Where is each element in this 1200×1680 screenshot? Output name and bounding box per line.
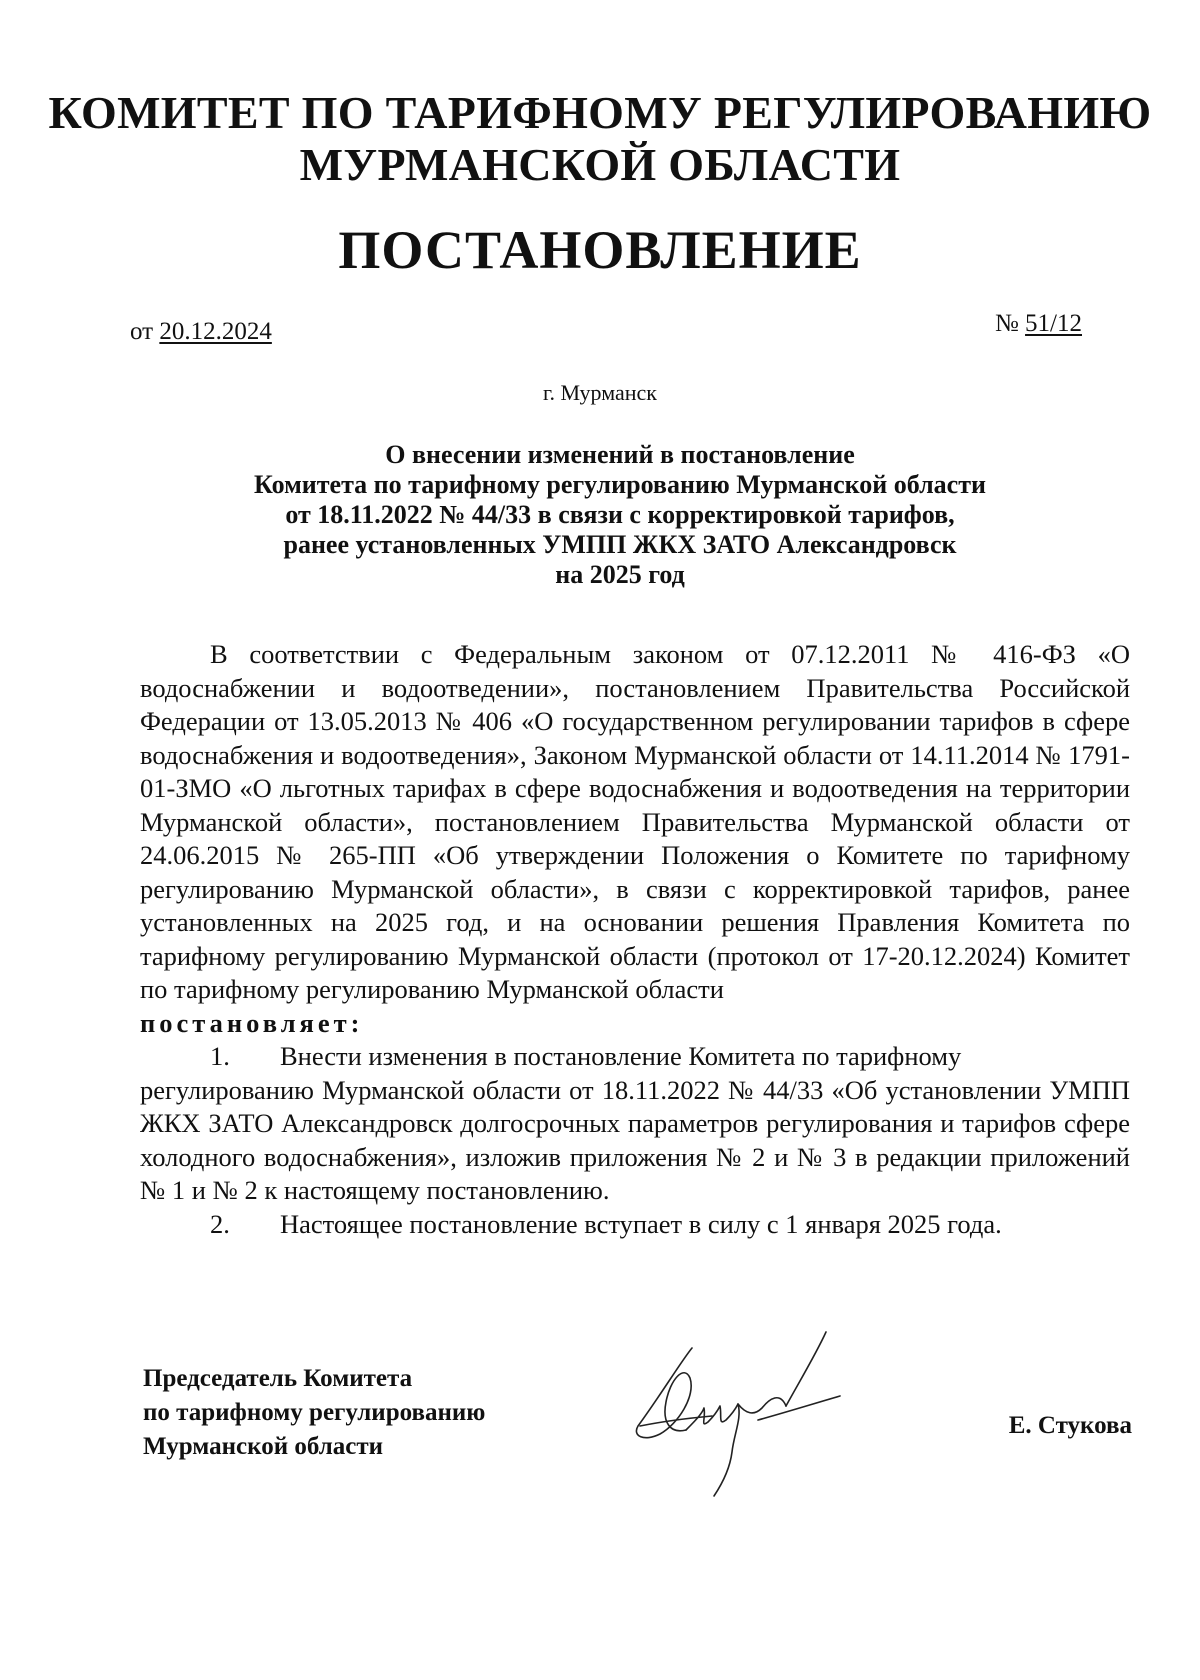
item-text-first-line: Настоящее постановление вступает в силу с 1 января 2025 года. — [280, 1208, 1002, 1239]
resolves-word: постановляет: — [140, 1007, 364, 1038]
title-line: О внесении изменений в постановление — [385, 440, 855, 469]
document-title — [170, 440, 1070, 590]
org-name-line2: МУРМАНСКОЙ ОБЛАСТИ — [299, 139, 901, 190]
preamble-paragraph: В соответствии с Федеральным законом от 07.12.2011 № 416-ФЗ «О водоснабжении и водоотведении», постановлением Правительства Российской Федерации от 13.05.2013 № 406 «О государственном регулировании тарифов в сфере водоснабжения и водоотведения», Законом Мурманской области от 14.11.2014 № 1791-01-ЗМО «О льготных тарифах в сфере водоснабжения и водоотведения на территории Мурманской области», постановлением Правительства Мурманской области от 24.06.2015 № 265-ПП «Об утверждении Положения о Комитете по тарифному регулированию Мурманской области», в связи с корректировкой тарифов, ранее установленных на 2025 год, и на основании решения Правления Комитета по тарифному регулированию Мурманской области (протокол от 17-20.12.2024) Комитет по тарифному регулированию Мурманской области — [140, 639, 1130, 1004]
position-line: по тарифному регулированию — [143, 1399, 486, 1426]
item-text-first-line: Внести изменения в постановление Комитета по тарифному — [280, 1041, 962, 1071]
number-prefix: № — [994, 310, 1019, 337]
number-value: 51/12 — [1025, 310, 1082, 337]
document-type: ПОСТАНОВЛЕНИЕ — [338, 220, 862, 280]
title-line: на 2025 год — [555, 560, 685, 589]
title-line: ранее установленных УМПП ЖКХ ЗАТО Александровск — [283, 530, 957, 559]
handwritten-signature — [630, 1318, 860, 1508]
city: г. Мурманск — [543, 380, 657, 405]
resolution-item-1 — [140, 1040, 1130, 1074]
position-line: Мурманской области — [143, 1433, 384, 1460]
position-line: Председатель Комитета — [143, 1365, 413, 1392]
title-line: от 18.11.2022 № 44/33 в связи с корректировкой тарифов, — [285, 500, 955, 529]
document-number — [995, 310, 1082, 338]
item-number: 2. — [210, 1208, 230, 1239]
org-name-line1: КОМИТЕТ ПО ТАРИФНОМУ РЕГУЛИРОВАНИЮ — [48, 87, 1152, 138]
document-body — [140, 638, 1130, 1241]
title-line: Комитета по тарифному регулированию Мурманской области — [254, 470, 986, 499]
signatory-position — [143, 1362, 485, 1464]
date-value: 20.12.2024 — [159, 318, 272, 345]
signatory-name: Е. Стукова — [1008, 1412, 1132, 1439]
resolution-item-2 — [140, 1208, 1130, 1242]
item-text-continuation: регулированию Мурманской области от 18.11.2022 № 44/33 «Об установлении УМПП ЖКХ ЗАТО Александровск долгосрочных параметров регулирования и тарифов сфере холодного водоснабжения», изложив приложения № 2 и № 3 в редакции приложений № 1 и № 2 к настоящему постановлению. — [140, 1074, 1130, 1205]
item-number: 1. — [210, 1041, 230, 1071]
document-date — [130, 318, 272, 346]
date-prefix: от — [130, 318, 154, 345]
